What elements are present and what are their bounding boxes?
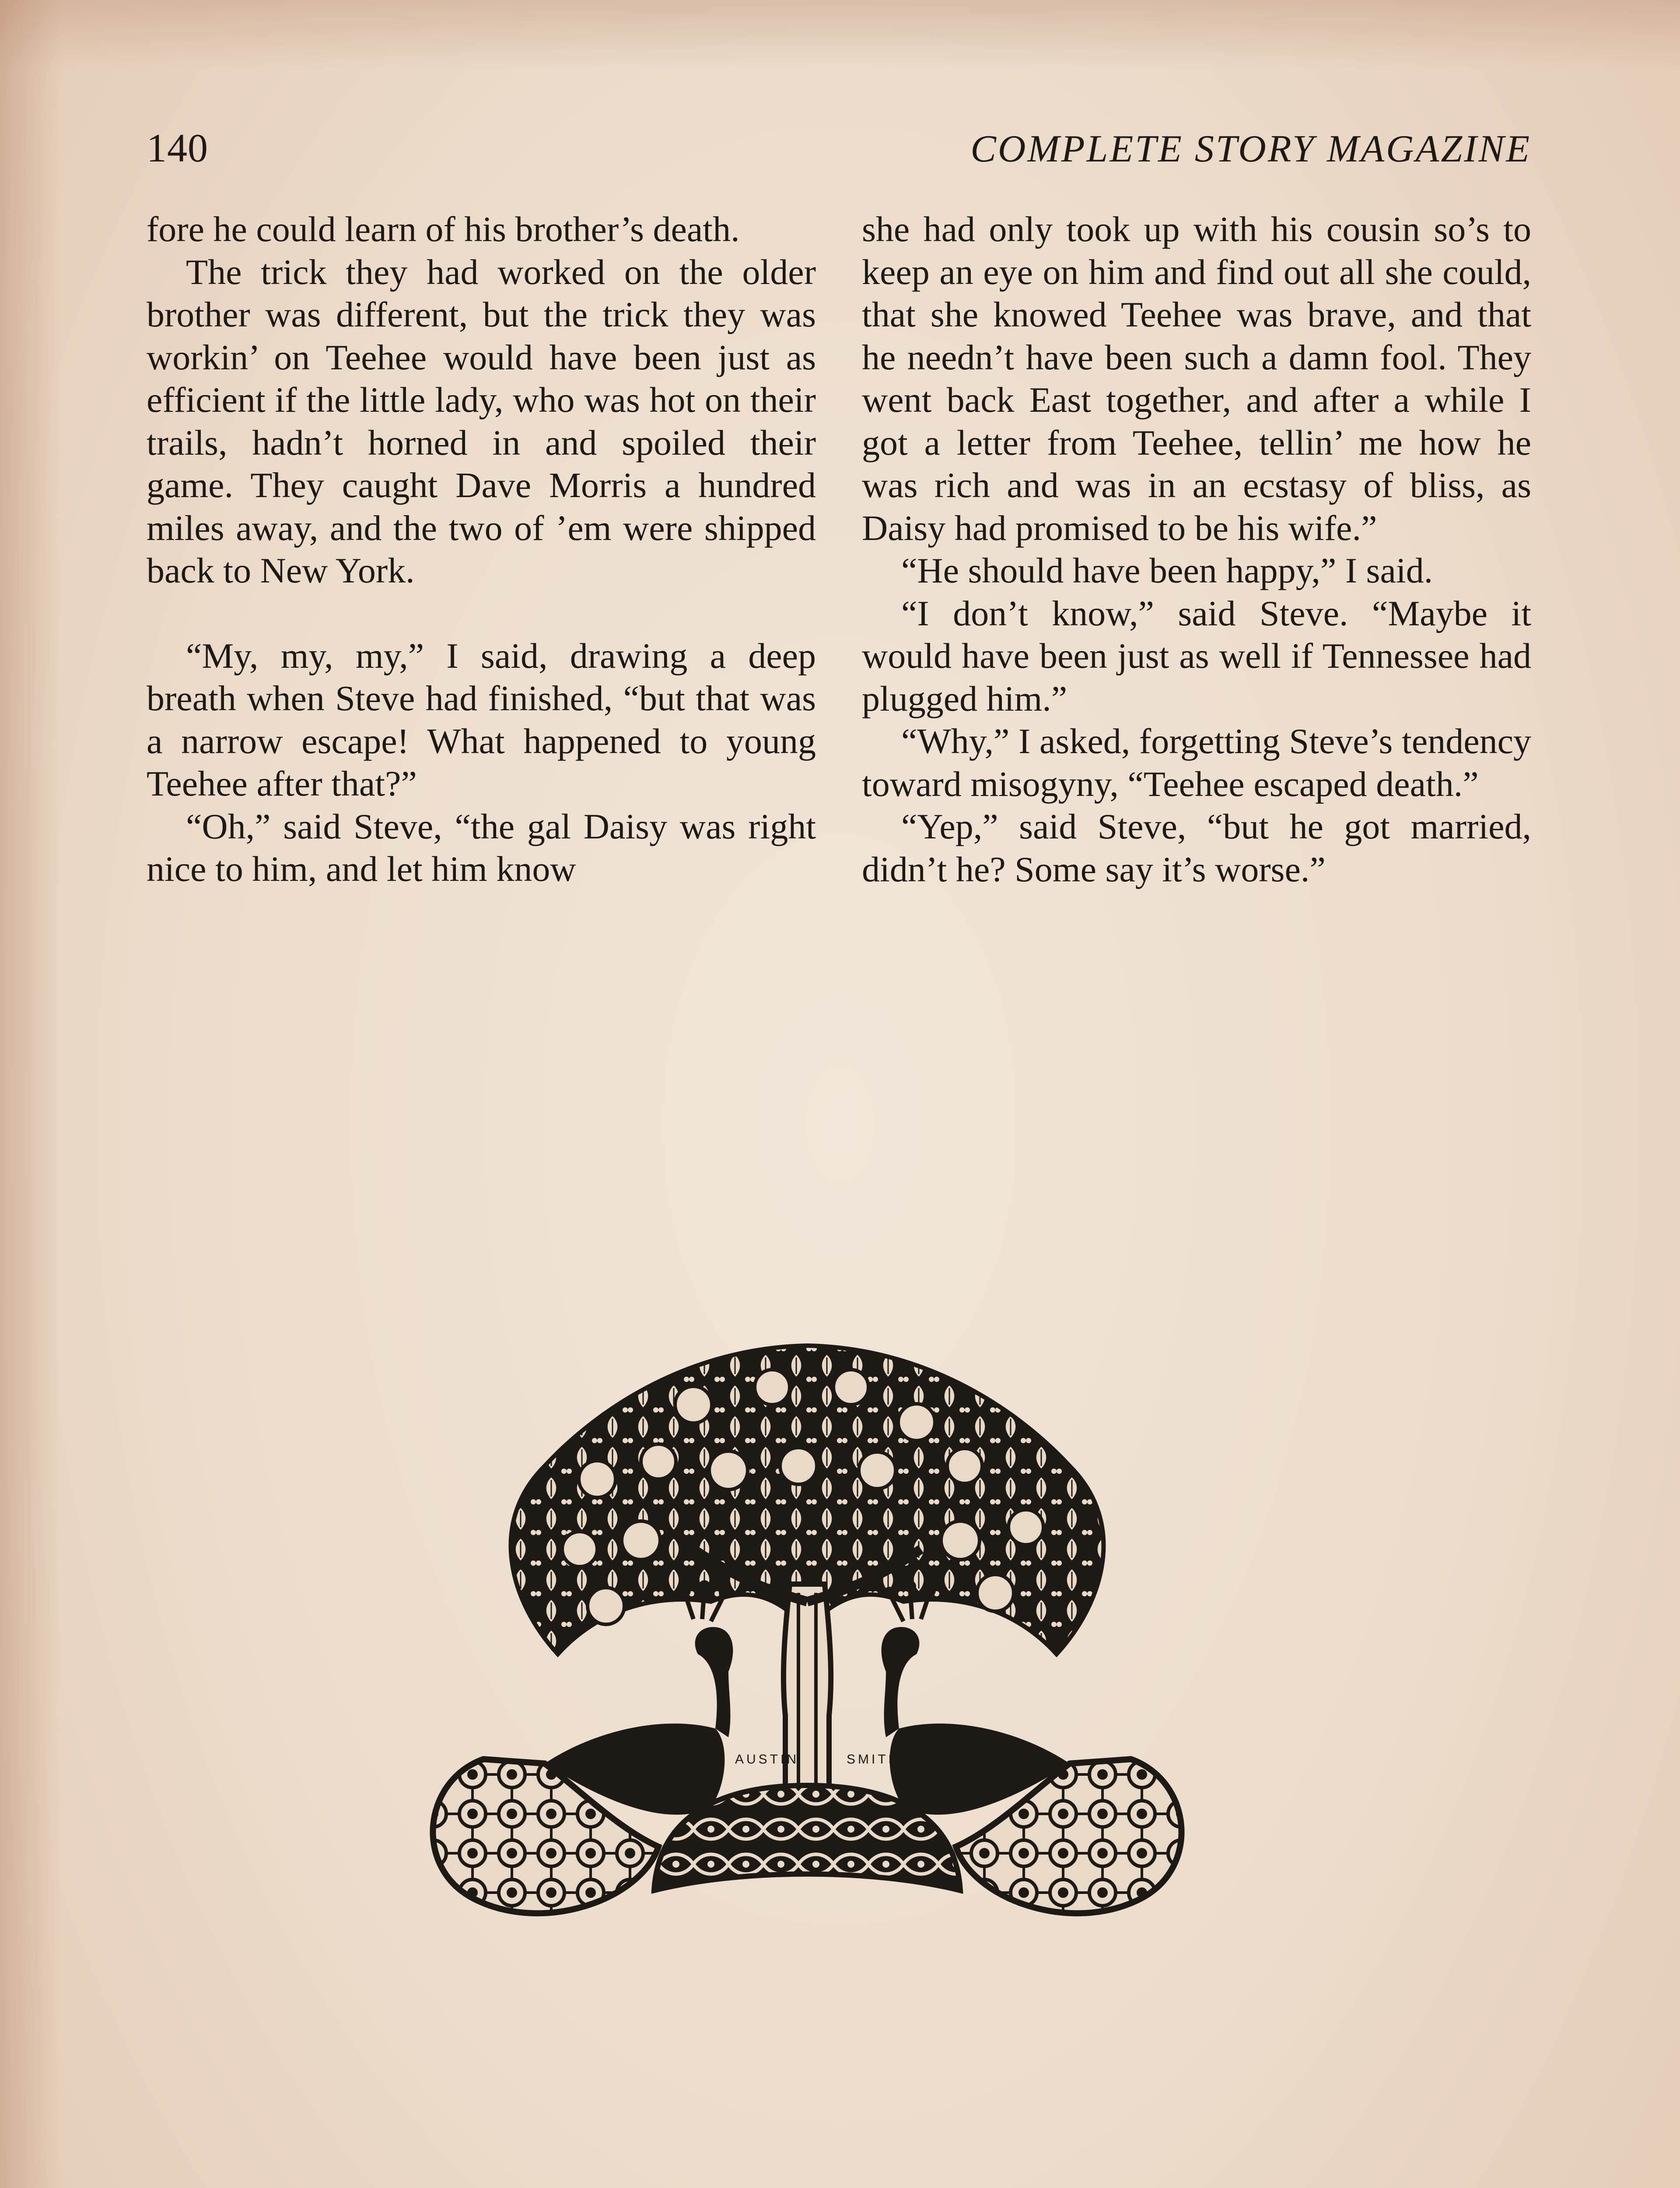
page-shadow-left	[0, 0, 61, 2188]
left-column	[147, 208, 816, 891]
right-column	[862, 208, 1531, 891]
paragraph: she had only took up with his cousin so’s to keep an eye on him and find out all she could, that she knowed Teehee was brave, and that he needn’t have been such a damn fool. They went back East together, and after a while I got a letter from Teehee, tellin’ me how he was rich and was in an ecstasy of bliss, as Daisy had promised to be his wife.”	[862, 209, 1531, 548]
paragraph: “I don’t know,” said Steve. “Maybe it would have been just as well if Tennessee had plugged him.”	[862, 593, 1531, 719]
signature-left: AUSTIN	[735, 1752, 799, 1767]
page-shadow-top	[0, 0, 1680, 70]
signature-right: SMITH	[847, 1752, 901, 1767]
paragraph: “Yep,” said Steve, “but he got married, didn’t he? Some say it’s worse.”	[862, 806, 1531, 889]
paragraph: “He should have been happy,” I said.	[901, 551, 1433, 590]
paragraph: fore he could learn of his brother’s death.	[147, 209, 740, 249]
paragraph: “Why,” I asked, forgetting Steve’s tendency toward misogyny, “Teehee escaped death.”	[862, 721, 1531, 804]
tree-with-peacocks-icon	[413, 1322, 1201, 1925]
page-number: 140	[147, 126, 208, 170]
paragraph: “My, my, my,” I said, drawing a deep breath when Steve had finished, “but that was a narrow escape! What happened to young Teehee after that?”	[147, 635, 816, 803]
paragraph: “Oh,” said Steve, “the gal Daisy was right nice to him, and let him know	[147, 806, 816, 889]
paragraph: The trick they had worked on the older brother was different, but the trick they was workin’ on Teehee would have been just as efficient if the little lady, who was hot on their trails, hadn’t horned in and spoiled their game. They caught Dave Morris a hundred miles away, and the two of ’em were shipped back to New York.	[147, 252, 816, 590]
running-head: COMPLETE STORY MAGAZINE	[970, 128, 1531, 170]
